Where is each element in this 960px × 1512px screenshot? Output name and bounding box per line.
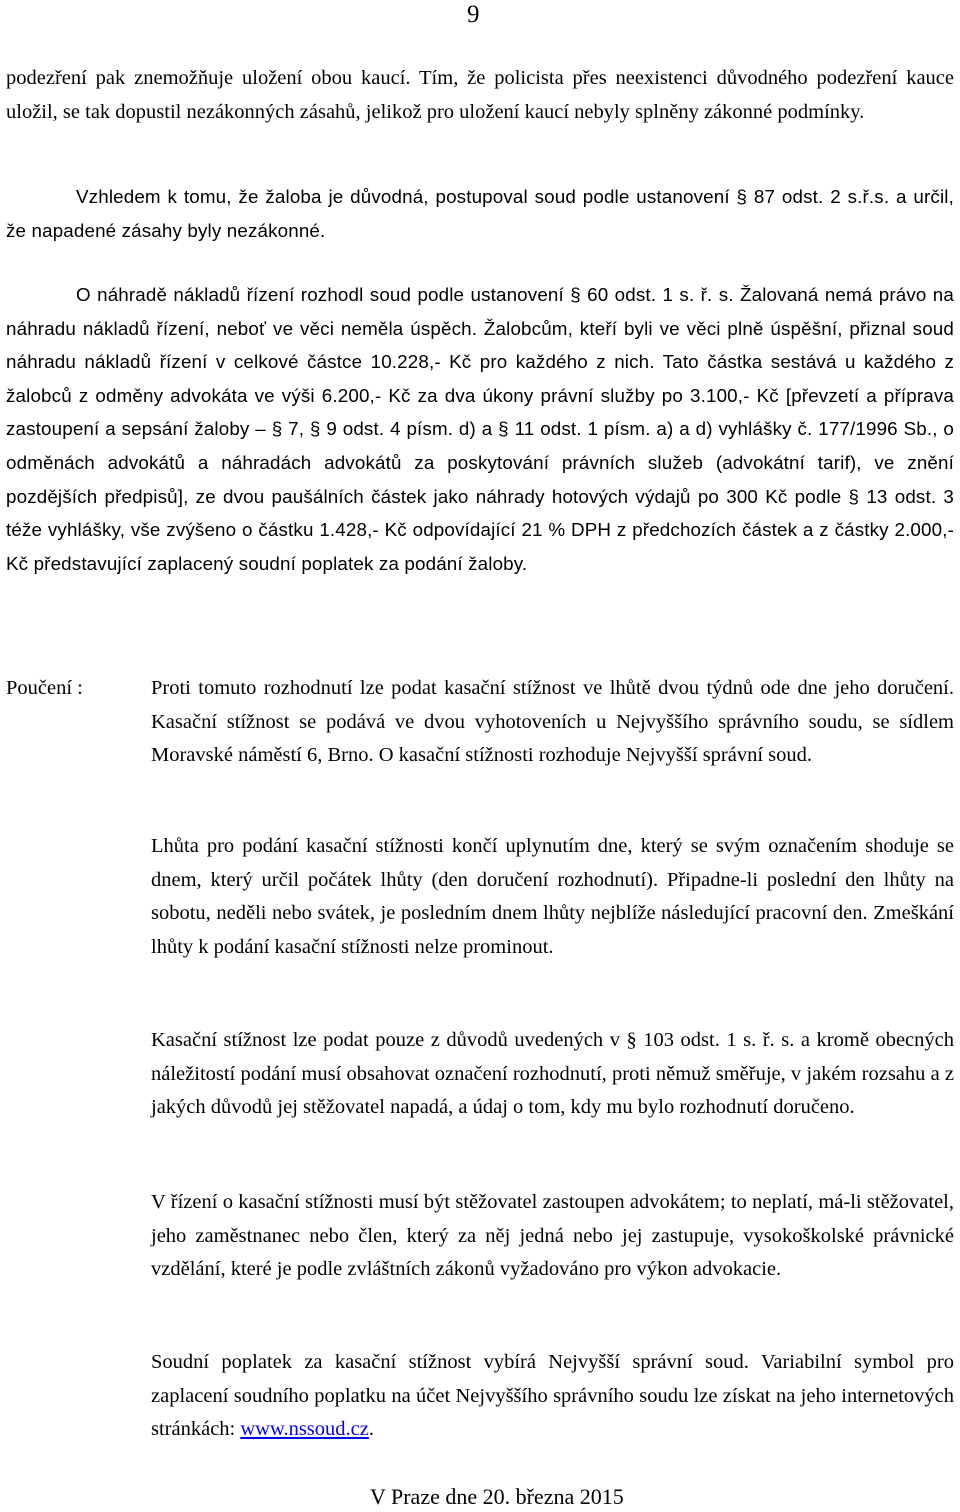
poplatek-end: . — [368, 1418, 374, 1441]
poucky-paragraph-zastoupeni: V řízení o kasační stížnosti musí být stěžovatel zastoupen advokátem; to neplatí, má-li stěžovatel, jeho zaměstnanec nebo člen, který za něj jedná nebo jej zastupuje, vysokoškolské právnické vzdělání, které je podle zvláštních zákonů vyžadováno pro výkon advokacie. — [151, 1191, 954, 1281]
poplatek-text: Soudní poplatek za kasační stížnost vybírá Nejvyšší správní soud. Variabilní symbol pro zaplacení soudního poplatku na účet Nejvyššího správního soudu lze získat na jeho internetových stránkách: — [151, 1351, 954, 1441]
nssoud-link[interactable]: www.nssoud.cz — [240, 1418, 369, 1441]
page-number: 9 — [467, 1, 480, 28]
poucky-paragraph-duvody: Kasační stížnost lze podat pouze z důvodů uvedených v § 103 odst. 1 s. ř. s. a kromě obecných náležitostí podání musí obsahovat označení rozhodnutí, proti němuž směřuje, v jakém rozsahu a z jakých důvodů jej stěžovatel napadá, a údaj o tom, kdy mu bylo rozhodnutí doručeno. — [151, 1029, 954, 1119]
poucky-paragraph-poplatek — [151, 1346, 954, 1447]
poucky-label: Poučení : — [6, 677, 83, 699]
paragraph-vzhledem: Vzhledem k tomu, že žaloba je důvodná, postupoval soud podle ustanovení § 87 odst. 2 s.ř.s. a určil, že napadené zásahy byly nezákonné. — [6, 186, 954, 241]
poucky-paragraph-lhuta: Lhůta pro podání kasační stížnosti končí uplynutím dne, který se svým označením shoduje se dnem, který určil počátek lhůty (den doručení rozhodnutí). Připadne-li poslední den lhůty na sobotu, neděli nebo svátek, je posledním dnem lhůty nejblíže následující pracovní den. Zmeškání lhůty k podání kasační stížnosti nelze prominout. — [151, 835, 954, 958]
date-line: V Praze dne 20. března 2015 — [370, 1484, 624, 1509]
paragraph-podezreni: podezření pak znemožňuje uložení obou kaucí. Tím, že policista přes neexistenci důvodného podezření kauce uložil, se tak dopustil nezákonných zásahů, jelikož pro uložení kaucí nebyly splněny zákonné podmínky. — [6, 67, 954, 123]
paragraph-naklady: O náhradě nákladů řízení rozhodl soud podle ustanovení § 60 odst. 1 s. ř. s. Žalovaná nemá právo na náhradu nákladů řízení, neboť ve věci neměla úspěch. Žalobcům, kteří byli ve věci plně úspěšní, přiznal soud náhradu nákladů řízení v celkové částce 10.228,- Kč pro každého z nich. Tato částka sestává u každého z žalobců z odměny advokáta ve výši 6.200,- Kč za dva úkony právní služby po 3.100,- Kč [převzetí a příprava zastoupení a sepsání žaloby – § 7, § 9 odst. 4 písm. d) a § 11 odst. 1 písm. a) a d) vyhlášky č. 177/1996 Sb., o odměnách advokátů a náhradách advokátů za poskytování právních služeb (advokátní tarif), ve znění pozdějších předpisů], ze dvou paušálních částek jako náhrady hotových výdajů po 300 Kč podle § 13 odst. 3 téže vyhlášky, vše zvýšeno o částku 1.428,- Kč odpovídající 21 % DPH z předchozích částek a z částky 2.000,- Kč představující zaplacený soudní poplatek za podání žaloby. — [6, 284, 954, 574]
poucky-paragraph-kasacni-stiznost: Proti tomuto rozhodnutí lze podat kasační stížnost ve lhůtě dvou týdnů ode dne jeho doručení. Kasační stížnost se podává ve dvou vyhotoveních u Nejvyššího správního soudu, se sídlem Moravské náměstí 6, Brno. O kasační stížnosti rozhoduje Nejvyšší správní soud. — [151, 677, 954, 767]
